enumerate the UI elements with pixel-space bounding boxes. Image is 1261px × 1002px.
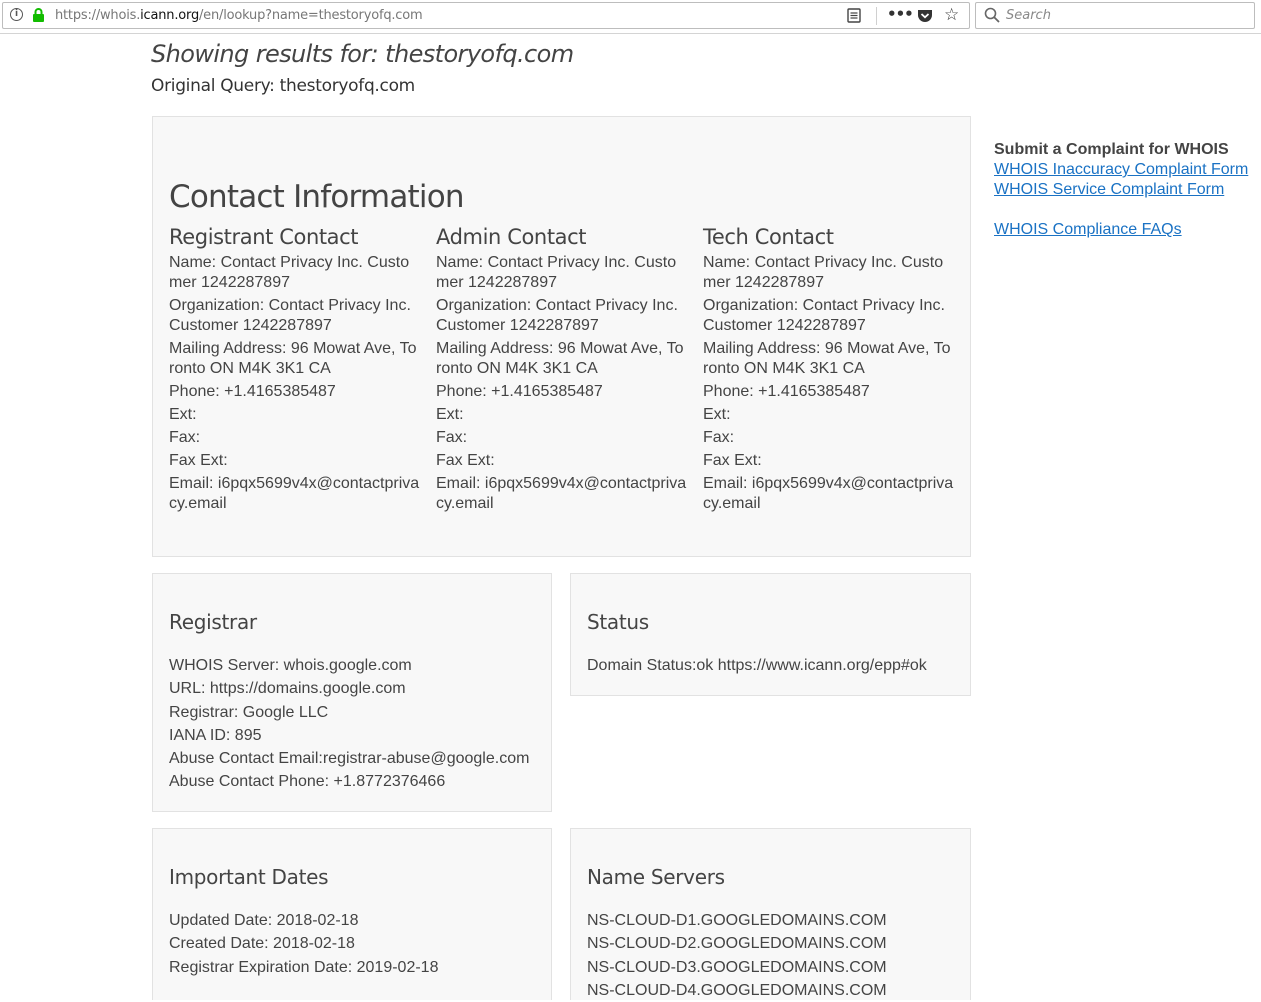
service-complaint-link[interactable]: WHOIS Service Complaint Form [994,181,1225,198]
admin-contact-title: Admin Contact [436,225,587,249]
tech-fax-ext: Fax Ext: [703,452,762,469]
registrant-contact-title: Registrant Contact [169,225,359,249]
name-servers-title: Name Servers [587,865,725,889]
updated-date: Updated Date: 2018-02-18 [169,912,359,929]
inaccuracy-complaint-link[interactable]: WHOIS Inaccuracy Complaint Form [994,161,1249,178]
search-input[interactable] [1006,6,1246,24]
registrar-whois-server: WHOIS Server: whois.google.com [169,657,412,674]
admin-organization: Organization: Contact Privacy Inc. Customer 1242287897 [436,297,678,334]
registrar-panel [152,573,552,812]
bookmark-star-icon[interactable]: ☆ [944,5,960,25]
registrar-url: URL: https://domains.google.com [169,680,406,698]
important-dates-panel [152,828,552,1000]
expiration-date: Registrar Expiration Date: 2019-02-18 [169,958,439,976]
registrar-name: Registrar: Google LLC [169,703,329,721]
browser-toolbar [0,0,1261,34]
admin-email: Email: i6pqx5699v4x@contactprivacy.email [436,475,687,512]
complaint-sidebar [994,140,1256,240]
registrant-fax-ext: Fax Ext: [169,452,228,469]
admin-ext: Ext: [436,406,464,423]
important-dates-details [169,909,438,979]
tech-address: Mailing Address: 96 Mowat Ave, Toronto ON M4K 3K1 CA [703,340,951,377]
tech-email: Email: i6pqx5699v4x@contactprivacy.email [703,475,954,512]
admin-contact [436,225,688,517]
status-panel [570,573,971,696]
registrant-ext: Ext: [169,406,197,423]
tech-phone: Phone: +1.4165385487 [703,383,870,400]
search-bar[interactable] [975,2,1255,29]
registrar-iana-id: IANA ID: 895 [169,726,262,744]
contact-information-title: Contact Information [169,179,464,215]
tech-contact-title: Tech Contact [703,225,834,249]
url-text[interactable]: https://whois.icann.org/en/lookup?name=thestoryofq.com [55,8,423,23]
name-server: NS-CLOUD-D4.GOOGLEDOMAINS.COM [587,981,887,999]
reader-view-icon[interactable] [847,8,861,23]
tech-organization: Organization: Contact Privacy Inc. Customer 1242287897 [703,297,945,334]
name-servers-list [587,909,887,1002]
admin-name: Name: Contact Privacy Inc. Customer 1242287897 [436,254,677,291]
tech-contact [703,225,955,517]
original-query: Original Query: thestoryofq.com [151,76,415,96]
registrant-organization: Organization: Contact Privacy Inc. Customer 1242287897 [169,297,411,334]
registrant-email: Email: i6pqx5699v4x@contactprivacy.email [169,475,420,512]
page-title: Showing results for: thestoryofq.com [151,40,574,68]
admin-address: Mailing Address: 96 Mowat Ave, Toronto ON M4K 3K1 CA [436,340,684,377]
registrar-abuse-phone: Abuse Contact Phone: +1.8772376466 [169,773,446,791]
admin-phone: Phone: +1.4165385487 [436,383,603,400]
name-server: NS-CLOUD-D3.GOOGLEDOMAINS.COM [587,958,887,976]
toolbar-separator [876,7,877,25]
more-actions-icon[interactable]: ••• [887,5,913,23]
info-icon[interactable]: i [10,8,23,21]
registrant-address: Mailing Address: 96 Mowat Ave, Toronto ON M4K 3K1 CA [169,340,417,377]
contact-information-panel [152,116,971,557]
status-title: Status [587,610,649,634]
admin-fax-ext: Fax Ext: [436,452,495,469]
domain-status: Domain Status:ok https://www.icann.org/epp#ok [587,657,927,674]
registrant-phone: Phone: +1.4165385487 [169,383,336,400]
tech-ext: Ext: [703,406,731,423]
name-servers-panel [570,828,971,1000]
created-date: Created Date: 2018-02-18 [169,935,355,953]
pocket-icon[interactable] [917,8,933,23]
registrant-fax: Fax: [169,429,201,446]
registrar-abuse-email: Abuse Contact Email:registrar-abuse@google.com [169,750,530,768]
tech-name: Name: Contact Privacy Inc. Customer 1242287897 [703,254,944,291]
name-server: NS-CLOUD-D1.GOOGLEDOMAINS.COM [587,912,887,929]
search-icon [984,7,1000,23]
address-bar[interactable] [2,2,970,29]
name-server: NS-CLOUD-D2.GOOGLEDOMAINS.COM [587,935,887,953]
registrant-name: Name: Contact Privacy Inc. Customer 1242287897 [169,254,410,291]
status-details [587,654,927,677]
registrar-title: Registrar [169,610,257,634]
complaint-title: Submit a Complaint for WHOIS [994,141,1229,158]
lock-icon[interactable] [32,8,45,23]
admin-fax: Fax: [436,429,468,446]
registrant-contact [169,225,421,517]
important-dates-title: Important Dates [169,865,329,889]
tech-fax: Fax: [703,429,735,446]
compliance-faqs-link[interactable]: WHOIS Compliance FAQs [994,221,1182,238]
registrar-details [169,654,529,794]
